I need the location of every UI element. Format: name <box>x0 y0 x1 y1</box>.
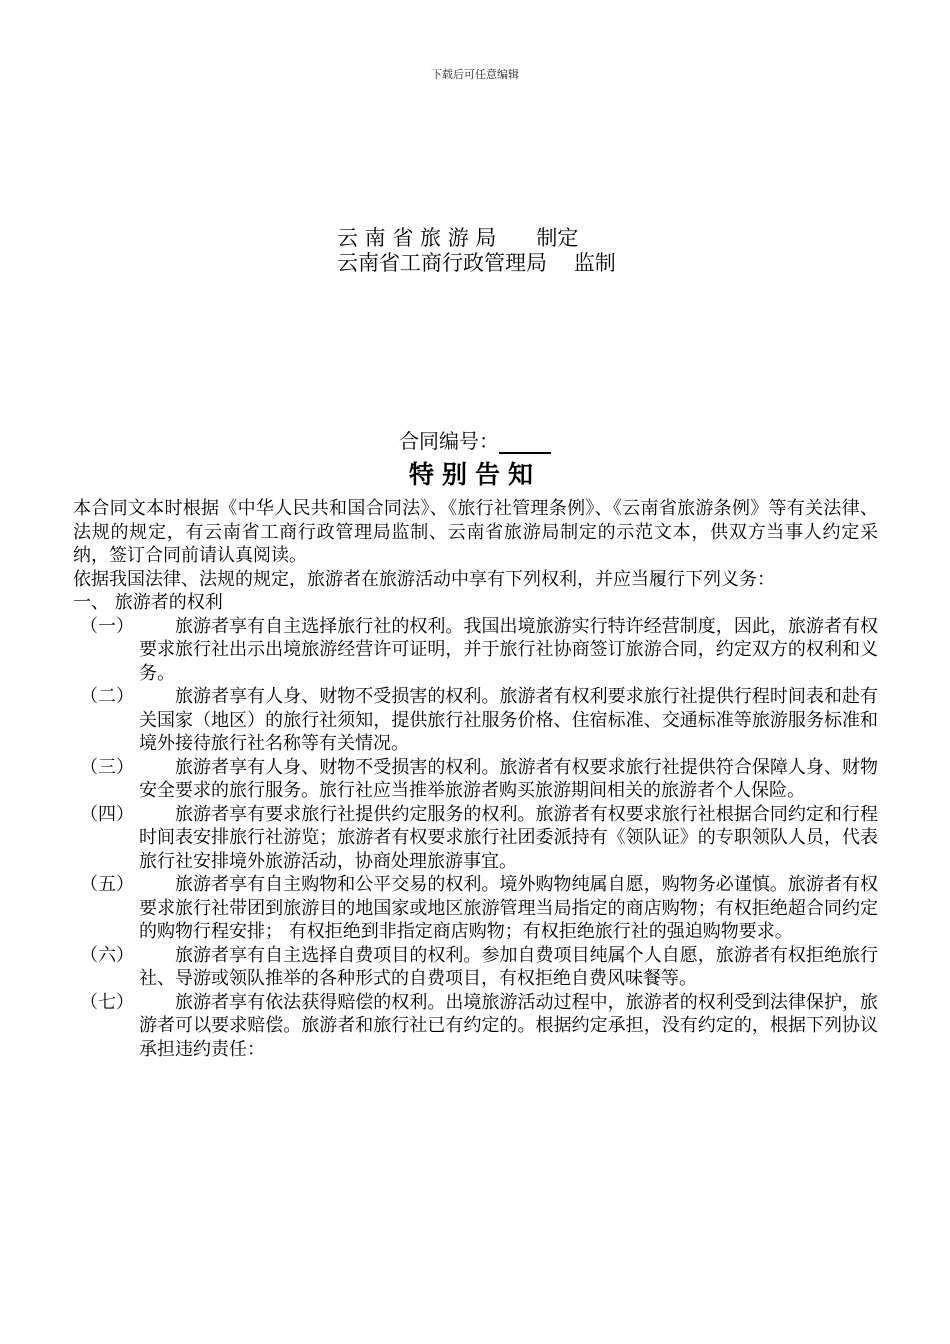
rights-item <box>73 803 878 874</box>
rights-item <box>73 944 878 991</box>
intro-paragraph: 本合同文本时根据《中华人民共和国合同法》、《旅行社管理条例》、《云南省旅游条例》等有关法律、法规的规定，有云南省工商行政管理局监制、云南省旅游局制定的示范文本，供双方当事人约定采纳，签订合同前请认真阅读。 <box>73 498 878 566</box>
intro-paragraph: 依据我国法律、法规的规定，旅游者在旅游活动中享有下列权利，并应当履行下列义务： <box>73 568 775 590</box>
document-body <box>73 497 878 1061</box>
contract-number <box>0 425 950 454</box>
item-text: 旅游者享有人身、财物不受损害的权利。旅游者有权要求旅行社提供符合保障人身、财物安全要求的旅行服务。旅行社应当推举旅游者购买旅游期间相关的旅游者个人保险。 <box>139 756 878 801</box>
issuer-line-drafter: 云 南 省 旅 游 局 制定 <box>337 226 579 250</box>
section-heading: 一、 旅游者的权利 <box>73 592 223 613</box>
item-number: （一） <box>80 615 134 637</box>
item-text: 旅游者享有人身、财物不受损害的权利。旅游者有权利要求旅行社提供行程时间表和赴有关国家（地区）的旅行社须知，提供旅行社服务价格、住宿标准、交通标准等旅游服务标准和境外接待旅行社名称等有关情况。 <box>139 686 878 754</box>
issuer-line-supervisor: 云南省工商行政管理局 监制 <box>337 251 616 275</box>
contract-number-blank <box>499 432 551 454</box>
item-number: （六） <box>80 944 134 966</box>
item-number: （四） <box>80 803 134 825</box>
document-title: 特别告知 <box>408 460 541 489</box>
rights-item <box>73 756 878 803</box>
item-number: （五） <box>80 874 134 895</box>
item-text: 旅游者享有自主选择自费项目的权利。参加自费项目纯属个人自愿，旅游者有权拒绝旅行社、导游或领队推举的各种形式的自费项目，有权拒绝自费风味餐等。 <box>139 944 878 989</box>
contract-number-label: 合同编号： <box>399 429 499 453</box>
item-number: （二） <box>80 686 134 707</box>
rights-item <box>73 615 878 686</box>
item-number: （三） <box>80 756 134 778</box>
item-text: 旅游者享有自主购物和公平交易的权利。境外购物纯属自愿，购物务必谨慎。旅游者有权要求旅行社带团到旅游目的地国家或地区旅游管理当局指定的商店购物；有权拒绝超合同约定的购物行程安排； 有权拒绝到非指定商店购物；有权拒绝旅行社的强迫购物要求。 <box>139 874 878 942</box>
item-text: 旅游者享有依法获得赔偿的权利。出境旅游活动过程中，旅游者的权利受到法律保护，旅游者可以要求赔偿。旅游者和旅行社已有约定的。根据约定承担，没有约定的，根据下列协议承担违约责任： <box>139 991 878 1060</box>
rights-item <box>73 991 878 1062</box>
item-text: 旅游者享有要求旅行社提供约定服务的权利。旅游者有权要求旅行社根据合同约定和行程时间表安排旅行社游览；旅游者有权要求旅行社团委派持有《领队证》的专职领队人员，代表旅行社安排境外旅游活动，协商处理旅游事宜。 <box>139 803 878 872</box>
header-note: 下载后可任意编辑 <box>431 68 519 81</box>
rights-item <box>73 873 878 944</box>
rights-item <box>73 685 878 756</box>
item-text: 旅游者享有自主选择旅行社的权利。我国出境旅游实行特许经营制度，因此，旅游者有权要求旅行社出示出境旅游经营许可证明，并于旅行社协商签订旅游合同，约定双方的权利和义务。 <box>139 615 878 684</box>
item-number: （七） <box>80 991 134 1013</box>
